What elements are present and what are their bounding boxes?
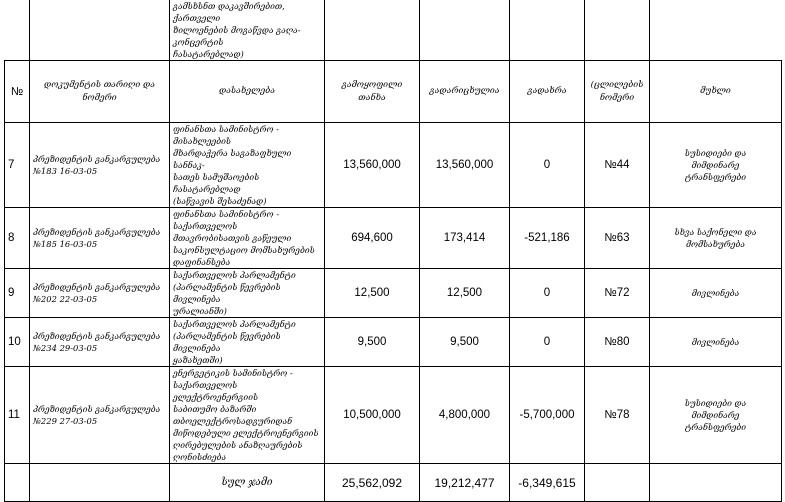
- header-row: [5, 61, 782, 123]
- header-number: №: [5, 61, 30, 123]
- row-allocated: 12,500: [325, 269, 420, 318]
- row-reason: სუსიდიები და მიმდინარე ტრანსფერები: [650, 367, 782, 464]
- row-overspend: 0: [510, 269, 585, 318]
- row-purpose: ენერგეტიკის სამინისტრო - საქართველოს ელექტროენერგიის საბითუმო ბაზარში თბოელექტროსადგურიდან მიწოდებული ელექტროენერგიის ღირებულების ანაზღაურების ღონისძიება: [170, 367, 325, 464]
- row-transferred: 12,500: [420, 269, 510, 318]
- total-transferred: 19,212,477: [420, 464, 510, 502]
- row-letter: №44: [585, 123, 650, 208]
- total-row: [5, 464, 782, 502]
- row-number: 9: [5, 269, 30, 318]
- row-allocated: 9,500: [325, 318, 420, 367]
- header-document: დოკუმენტის თარიღი და ნომერი: [30, 61, 170, 123]
- row-purpose: საქართველოს პარლამენტი (პარლამენტის წევრების მივლინება ყაზახეთში): [170, 318, 325, 367]
- total-allocated: 25,562,092: [325, 464, 420, 502]
- table-row: [5, 123, 782, 208]
- table-row: [5, 367, 782, 464]
- row-allocated: 694,600: [325, 208, 420, 269]
- row-number: 7: [5, 123, 30, 208]
- row-letter: №78: [585, 367, 650, 464]
- table-row: [5, 208, 782, 269]
- allocation-table: [4, 0, 782, 502]
- row-overspend: -521,186: [510, 208, 585, 269]
- row-letter: №80: [585, 318, 650, 367]
- header-letter: (ცლილების ნომერი: [585, 61, 650, 123]
- row-letter: №63: [585, 208, 650, 269]
- row-letter: №72: [585, 269, 650, 318]
- row-number: 8: [5, 208, 30, 269]
- row-transferred: 9,500: [420, 318, 510, 367]
- row-number: 11: [5, 367, 30, 464]
- row-purpose: ფინანსთა სამინისტრო - მისახლეების მხარდაჭერა საგაზაფხული სანნაკ- სათეს სამუშაოების ჩასატარებლად (საწვავის შესაძენად): [170, 123, 325, 208]
- row-purpose: საქართველოს პარლამენტი (პარლამენტის წევრების მივლინება ურალიანში): [170, 269, 325, 318]
- header-transferred: გადარიცხულია: [420, 61, 510, 123]
- row-reason: სუსიდიები და მიმდინარე ტრანსფერები: [650, 123, 782, 208]
- row-document: პრეზიდენტის განკარგულება №229 27-03-05: [30, 367, 170, 464]
- total-label: სულ ჯამი: [170, 464, 325, 502]
- header-reason: მუხლი: [650, 61, 782, 123]
- row-allocated: 13,560,000: [325, 123, 420, 208]
- row-transferred: 13,560,000: [420, 123, 510, 208]
- table-row: [5, 318, 782, 367]
- row-overspend: 0: [510, 123, 585, 208]
- row-overspend: 0: [510, 318, 585, 367]
- row-overspend: -5,700,000: [510, 367, 585, 464]
- continued-purpose: გამსხსნთ დაკავშირებით, ქართველი ზილოენების მოგაწვდა გაღა-კონცერტის ჩასატარებლად): [170, 0, 325, 61]
- row-reason: მივლინება: [650, 269, 782, 318]
- header-purpose: დასახელება: [170, 61, 325, 123]
- row-document: პრეზიდენტის განკარგულება №185 16-03-05: [30, 208, 170, 269]
- row-reason: სხვა საქონელი და მომსახურება: [650, 208, 782, 269]
- row-document: პრეზიდენტის განკარგულება №234 29-03-05: [30, 318, 170, 367]
- row-document: პრეზიდენტის განკარგულება №202 22-03-05: [30, 269, 170, 318]
- row-number: 10: [5, 318, 30, 367]
- total-overspend: -6,349,615: [510, 464, 585, 502]
- row-transferred: 173,414: [420, 208, 510, 269]
- continued-row: [5, 0, 782, 61]
- row-transferred: 4,800,000: [420, 367, 510, 464]
- table-row: [5, 269, 782, 318]
- row-reason: მივლინება: [650, 318, 782, 367]
- row-document: პრეზიდენტის განკარგულება №183 16-03-05: [30, 123, 170, 208]
- header-overspend: გადახრა: [510, 61, 585, 123]
- row-purpose: ფინანსთა სამინისტრო - საქართველოს მთავრობისათვის გაწეული საკონსულტაციო მომსახურების დაფინანსება: [170, 208, 325, 269]
- header-allocated: გამოყოფილი თანხა: [325, 61, 420, 123]
- row-allocated: 10,500,000: [325, 367, 420, 464]
